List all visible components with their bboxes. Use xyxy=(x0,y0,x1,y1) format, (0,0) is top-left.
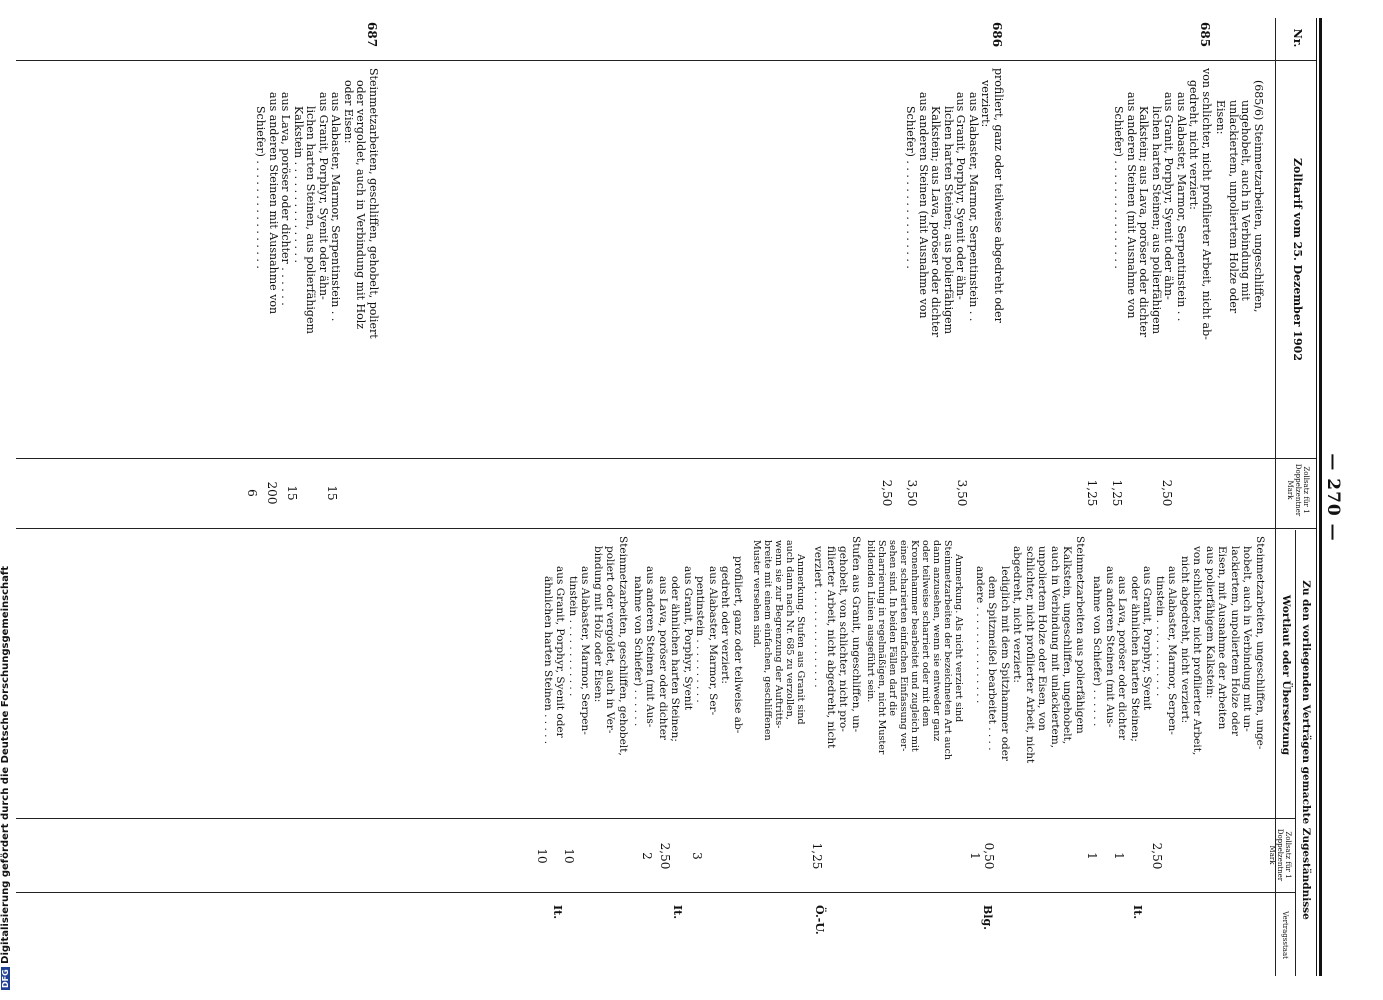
text-line: Schiefer) . . . . . . . . . . . . . . . . xyxy=(1112,106,1126,269)
col-divider-nr xyxy=(16,60,1316,61)
duty-value: 0,50 xyxy=(982,842,996,870)
text-line: Kalkstein . . . . . . . . . . . . . . . xyxy=(292,106,305,264)
text-line: aus Lava, poröser oder dichter xyxy=(657,576,669,740)
text-line: unpoliertem Holze oder Eisen, von xyxy=(1036,546,1049,731)
left-entry-intro xyxy=(1214,80,1264,450)
funding-text: Digitalisierung gefördert durch die Deutsche Forschungsgemeinschaft xyxy=(0,565,11,964)
text-line: aus Granit, Porphyr, Syenit oder ähn- xyxy=(1162,92,1176,300)
entry-number-687: 687 xyxy=(365,22,379,48)
text-line: Kalkstein; aus Lava, poröser oder dichter xyxy=(1137,106,1151,338)
state-label: Blg. xyxy=(981,905,994,930)
text-line: Kronenhammer bearbeitet und zugleich mit xyxy=(909,540,920,752)
duty-value: 1,25 xyxy=(810,842,824,870)
text-line: lichen harten Steinen, aus polierfähigem xyxy=(304,106,318,334)
duty-value: 2,50 xyxy=(880,479,894,507)
text-line: aus Alabaster, Marmor, Serpentinstein . . xyxy=(329,92,343,322)
text-line: von schlichter, nicht profilierter Arbeit, nicht ab- xyxy=(1200,68,1213,340)
col-divider-duty-right xyxy=(16,892,1296,893)
header-nr: Nr. xyxy=(1291,28,1304,48)
text-line: dann anzusehen, wenn sie entweder ganz xyxy=(931,540,942,742)
text-line: aus Granit, Porphyr, Syenit oder xyxy=(554,566,567,738)
duty-value: 3 xyxy=(690,852,704,860)
sidebar xyxy=(0,0,14,1000)
duty-value: 1 xyxy=(1112,852,1126,860)
text-line: aus Alabaster, Marmor, Ser- xyxy=(707,566,719,716)
text-line: Steinmetzarbeiten, geschliffen, gehobelt, xyxy=(617,536,629,756)
text-line: aus anderen Steinen mit Ausnahme von xyxy=(267,92,280,315)
text-line: andere . . . . . . . . . . . . . . . xyxy=(974,566,986,704)
rotated-page xyxy=(14,0,1344,995)
state-label: It. xyxy=(551,905,564,920)
duty-value: 1 xyxy=(1085,852,1099,860)
text-line: Muster versehen sind. xyxy=(751,540,762,648)
duty-value: 1,25 xyxy=(1085,479,1099,507)
right-entry-it-3 xyxy=(542,536,630,814)
text-line: oder Eisen: xyxy=(342,80,355,144)
text-line: gehobelt, von schlichter, nicht pro- xyxy=(837,546,850,732)
text-line: profiliert, ganz oder teilweise abgedreht oder xyxy=(992,68,1005,323)
text-line: aus anderen Steinen (mit Aus- xyxy=(1104,566,1116,728)
text-line: gedreht, nicht verziert: xyxy=(1187,80,1201,210)
entry-number-686: 686 xyxy=(990,22,1004,48)
text-line: pentinstein . . . . . . . . . . xyxy=(694,576,707,703)
right-entry-blg xyxy=(974,536,1087,814)
text-line: oder ähnlichen harten Steinen; xyxy=(669,576,682,742)
text-line: Anmerkung. Stufen aus Granit sind xyxy=(795,554,806,725)
duty-value: 1 xyxy=(968,852,982,860)
text-line: verziert . . . . . . . . . . . . . . . xyxy=(812,546,825,688)
text-line: lichen harten Steinen; aus polierfähigem xyxy=(942,106,955,335)
text-line: Kalkstein; aus Lava, poröser oder dichter xyxy=(929,106,943,338)
text-line: aus anderen Steinen (mit Ausnahme von xyxy=(1125,92,1138,319)
text-line: tinstein . . . . . . . . . . . . xyxy=(567,576,579,697)
duty-value: 10 xyxy=(535,848,549,864)
text-line: nahme von Schiefer) . . . . . . xyxy=(1091,576,1104,727)
text-line: aus Alabaster, Marmor, Serpentinstein . . xyxy=(967,92,980,322)
text-line: oder teilweise scharriert oder mit dem xyxy=(920,540,931,727)
left-entry-686 xyxy=(904,68,1004,453)
text-line: Eisen, mit Ausnahme der Arbeiten xyxy=(1216,546,1229,730)
text-line: aus Granit, Porphyr, Syenit oder ähn- xyxy=(954,92,968,300)
header-sub-rule xyxy=(1295,530,1296,976)
right-entry-it-1 xyxy=(1091,536,1266,814)
header-tariff: Zolltarif vom 25. Dezember 1902 xyxy=(1291,158,1304,361)
text-line: aus Alabaster, Marmor, Serpen- xyxy=(1166,566,1179,735)
text-line: aus Lava, poröser oder dichter . . . . . . xyxy=(279,92,293,306)
text-line: ungehobelt, auch in Verbindung mit xyxy=(1239,100,1253,301)
text-line: aus Alabaster, Marmor, Serpentinstein . . xyxy=(1175,92,1188,322)
text-line: hobelt, auch in Verbindung mit un- xyxy=(1241,546,1254,732)
state-label: Ö.-U. xyxy=(813,905,826,935)
state-label: It. xyxy=(671,905,684,920)
text-line: Anmerkung. Als nicht verziert sind xyxy=(953,554,964,723)
header-treaties: Zu den vorliegenden Verträgen gemachte Zugeständnisse xyxy=(1300,580,1312,920)
right-entry-it-2 xyxy=(632,536,745,814)
text-line: aus anderen Steinen (mit Ausnahme von xyxy=(917,92,930,319)
duty-value: 3,50 xyxy=(905,479,919,507)
page-number: — 270 — xyxy=(1323,453,1343,542)
text-line: Steinmetzarbeiten, ungeschliffen, unge- xyxy=(1254,536,1266,750)
left-entry-685 xyxy=(1112,68,1212,453)
text-line: aus Granit, Porphyr, Syenit xyxy=(682,566,694,711)
top-rule-thin xyxy=(1316,18,1317,976)
text-line: (685/6) Steinmetzarbeiten, ungeschliffen, xyxy=(1252,80,1265,313)
text-line: nicht abgedreht, nicht verziert: xyxy=(1179,556,1191,724)
text-line: abgedreht, nicht verziert: xyxy=(1011,546,1024,683)
text-line: aus Lava, poröser oder dichter xyxy=(1116,576,1129,740)
text-line: Stufen aus Granit, ungeschliffen, un- xyxy=(850,536,862,733)
right-note-1 xyxy=(865,540,964,812)
funding-note xyxy=(0,6,14,994)
text-line: filierter Arbeit, nicht abgedreht, nicht xyxy=(825,546,837,749)
text-line: Eisen: xyxy=(1214,100,1228,135)
text-line: Steinmetzarbeiten aus polierfähigem xyxy=(1074,536,1086,734)
text-line: aus anderen Steinen (mit Aus- xyxy=(644,566,657,728)
duty-value: 10 xyxy=(562,848,576,864)
header-duty-left: Zollsatz für 1 Doppelzentner Mark xyxy=(1286,463,1310,517)
text-line: schlichter, nicht profilierter Arbeit, nicht xyxy=(1024,546,1036,764)
top-rule xyxy=(1319,18,1322,976)
text-line: aus polierfähigem Kalkstein: xyxy=(1204,546,1216,699)
text-line: aus Granit, Porphyr, Syenit oder ähn- xyxy=(317,92,330,300)
text-line: verziert: xyxy=(979,80,993,128)
text-line: Scharrierung in regelmäßigen, nicht Muster xyxy=(876,540,887,755)
text-line: ähnlichen harten Steinen . . . . . xyxy=(542,576,554,745)
header-bottom-rule xyxy=(1275,18,1276,976)
col-divider-wording xyxy=(16,818,1296,819)
text-line: bindung mit Holz oder Eisen: xyxy=(592,546,604,703)
text-line: Kalkstein, ungeschliffen, ungehobelt, xyxy=(1061,546,1074,745)
text-line: tinstein . . . . . . . . . . . . xyxy=(1154,576,1166,697)
text-line: lackiertem, unpoliertem Holze oder xyxy=(1229,546,1241,736)
duty-value: 1,25 xyxy=(1110,479,1124,507)
text-line: aus Granit, Porphyr, Syenit xyxy=(1141,566,1154,711)
text-line: bildenden Linien ausgeführt sein. xyxy=(865,540,876,703)
duty-value: 2 xyxy=(640,852,654,860)
text-line: Steinmetzarbeiten der bezeichneten Art auch xyxy=(942,540,953,760)
text-line: einer scharierten einfachen Einfassung ver- xyxy=(898,540,909,752)
text-line: von schlichter, nicht profilierter Arbeit, xyxy=(1191,546,1204,756)
text-line: oder vergoldet, auch in Verbindung mit Holz xyxy=(354,80,368,330)
text-line: aus Alabaster, Marmor, Serpen- xyxy=(579,566,592,735)
duty-value: 2,50 xyxy=(1160,479,1174,507)
text-line: lediglich mit dem Spitzhammer oder xyxy=(999,566,1011,761)
text-line: profiliert, ganz oder teilweise ab- xyxy=(732,556,744,734)
header-duty-right: Zollsatz für 1 Doppelzentner Mark xyxy=(1268,828,1292,882)
header-wording: Wortlaut oder Übersetzung xyxy=(1280,594,1292,756)
text-line: wenn sie zur Begrenzung der Auftritts- xyxy=(773,540,784,729)
duty-value: 2,50 xyxy=(658,842,672,870)
text-line: breite mit einem einfachen, geschliffenen xyxy=(762,540,773,741)
text-line: oder ähnlichen harten Steinen; xyxy=(1129,576,1141,742)
text-line: Schiefer) . . . . . . . . . . . . . . . . xyxy=(904,106,918,269)
document-page xyxy=(14,0,1383,1000)
text-line: poliert oder vergoldet, auch in Ver- xyxy=(604,546,617,734)
duty-value: 15 xyxy=(285,485,299,501)
duty-value: 200 xyxy=(265,481,279,505)
right-entry-ou xyxy=(812,536,862,814)
duty-value: 3,50 xyxy=(955,479,969,507)
text-line: unlackiertem, unpoliertem Holze oder xyxy=(1227,100,1240,314)
text-line: gedreht oder verziert: xyxy=(719,566,732,684)
col-divider-tariff xyxy=(16,458,1316,459)
col-divider-duty xyxy=(16,528,1316,529)
state-label: It. xyxy=(1131,905,1144,920)
duty-value: 2,50 xyxy=(1150,842,1164,870)
text-line: Schiefer) . . . . . . . . . . . . . . . . xyxy=(254,106,268,269)
text-line: sehen sind. In beiden Fällen darf die xyxy=(887,540,898,717)
text-line: lichen harten Steinen; aus polierfähigem xyxy=(1150,106,1163,335)
right-note-2 xyxy=(751,540,806,812)
duty-value: 15 xyxy=(325,485,339,501)
text-line: dem Spitzmeißel bearbeitet . . . . xyxy=(986,576,999,751)
left-entry-687 xyxy=(254,68,379,453)
text-line: Steinmetzarbeiten, geschliffen, gehobelt, poliert xyxy=(367,68,380,339)
header-state: Vertragsstaat xyxy=(1281,911,1289,959)
text-line: auch in Verbindung mit unlackiertem, xyxy=(1049,546,1061,749)
text-line: auch dann nach Nr. 685 zu verzollen, xyxy=(784,540,795,720)
text-line: nahme von Schiefer) . . . . . . xyxy=(632,576,644,727)
entry-number-685: 685 xyxy=(1198,22,1212,48)
logo-badge: DFG xyxy=(1,969,10,988)
duty-value: 6 xyxy=(245,489,259,497)
